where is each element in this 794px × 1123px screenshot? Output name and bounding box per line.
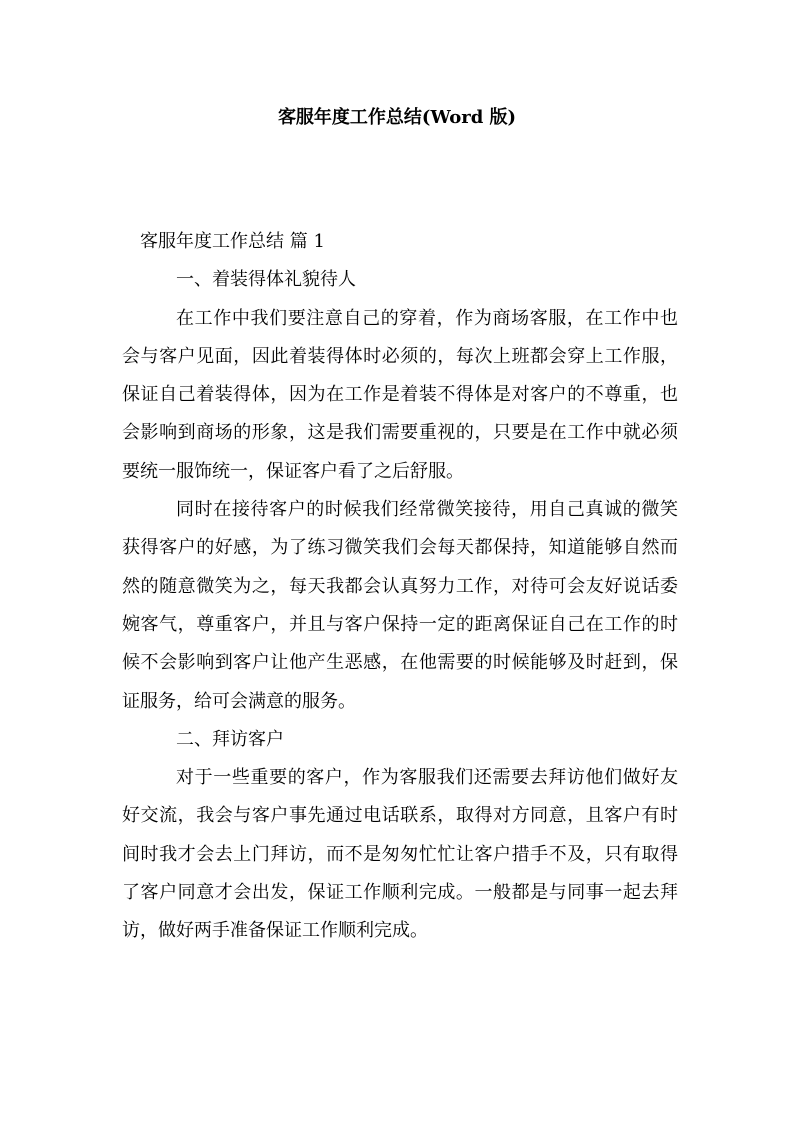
section-heading-2: 二、拜访客户 [176, 728, 284, 750]
paragraph: 对于一些重要的客户，作为客服我们还需要去拜访他们做好友好交流，我会与客户事先通过电话联系，取得对方同意，且客户有时间时我才会去上门拜访，而不是匆匆忙忙让客户措手不及，只有取得了客户同意才会出发，保证工作顺利完成。一般都是与同事一起去拜访，做好两手准备保证工作顺利完成。 [122, 767, 678, 942]
document-body [122, 223, 678, 951]
chapter-heading: 客服年度工作总结 篇 1 [140, 231, 325, 252]
document-title: 客服年度工作总结(Word 版) [277, 107, 517, 128]
paragraph: 在工作中我们要注意自己的穿着，作为商场客服，在工作中也会与客户见面，因此着装得体时必须的，每次上班都会穿上工作服，保证自己着装得体，因为在工作是着装不得体是对客户的不尊重，也会影响到商场的形象，这是我们需要重视的，只要是在工作中就必须要统一服饰统一，保证客户看了之后舒服。 [122, 307, 678, 482]
section-heading-1: 一、着装得体礼貌待人 [176, 269, 356, 291]
paragraph: 同时在接待客户的时候我们经常微笑接待，用自己真诚的微笑获得客户的好感，为了练习微笑我们会每天都保持，知道能够自然而然的随意微笑为之，每天我都会认真努力工作，对待可会友好说话委婉客气，尊重客户，并且与客户保持一定的距离保证自己在工作的时候不会影响到客户让他产生恶感，在他需要的时候能够及时赶到，保证服务，给可会满意的服务。 [122, 499, 678, 712]
